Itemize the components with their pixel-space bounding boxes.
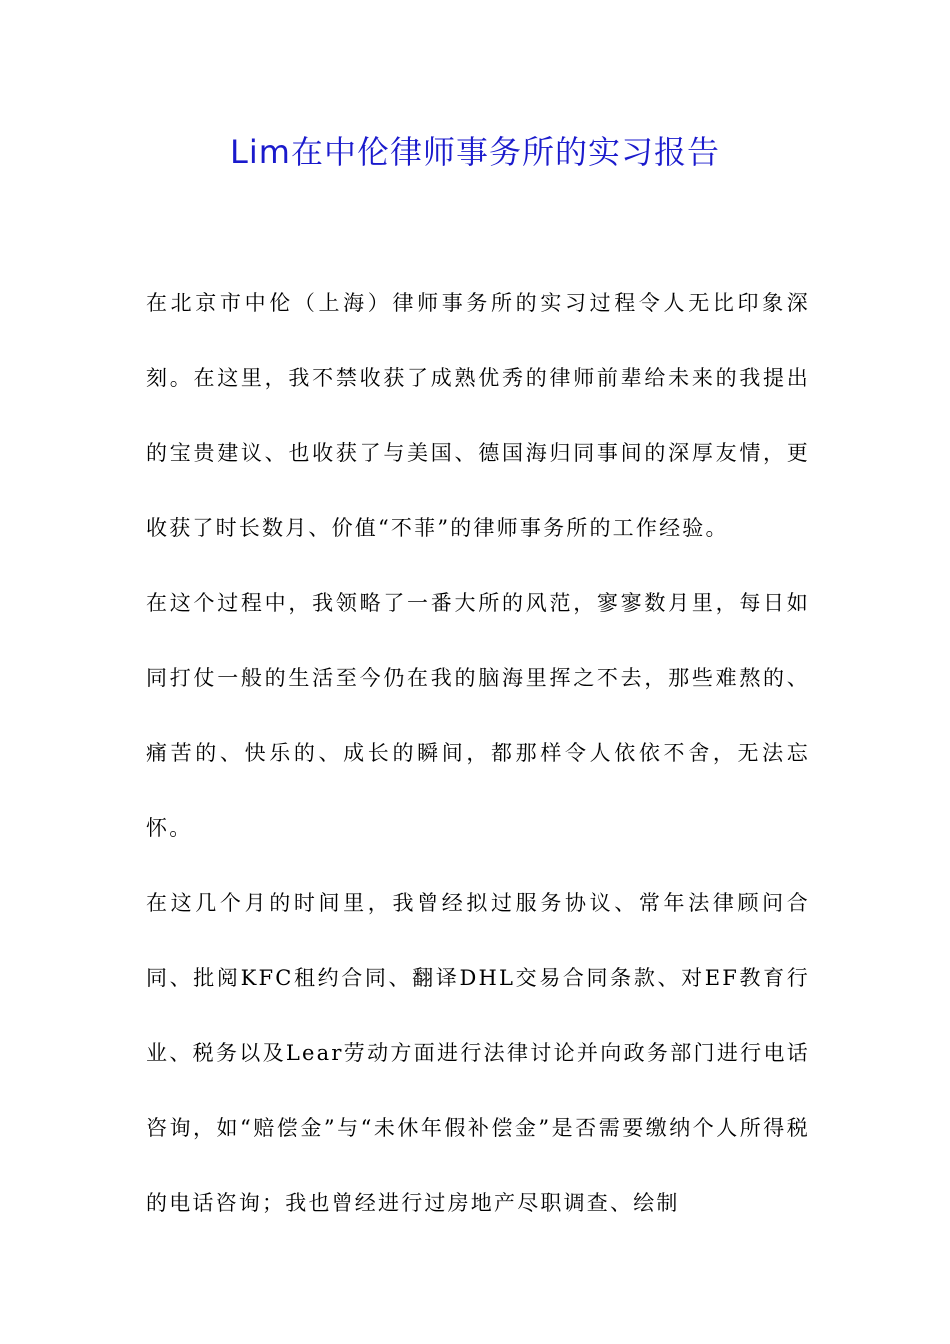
document-body — [146, 266, 810, 1241]
paragraph-3: 在这几个月的时间里，我曾经拟过服务协议、常年法律顾问合同、批阅KFC租约合同、翻译DHL交易合同条款、对EF教育行业、税务以及Lear劳动方面进行法律讨论并向政务部门进行电话咨询，如“赔偿金”与“未休年假补偿金”是否需要缴纳个人所得税的电话咨询；我也曾经进行过房地产尽职调查、绘制 — [146, 891, 810, 1215]
document-title: Lim在中伦律师事务所的实习报告 — [230, 133, 720, 171]
paragraph-1: 在北京市中伦（上海）律师事务所的实习过程令人无比印象深刻。在这里，我不禁收获了成熟优秀的律师前辈给未来的我提出的宝贵建议、也收获了与美国、德国海归同事间的深厚友情，更收获了时长数月、价值“不菲”的律师事务所的工作经验。 — [146, 291, 810, 540]
paragraph-2: 在这个过程中，我领略了一番大所的风范，寥寥数月里，每日如同打仗一般的生活至今仍在我的脑海里挥之不去，那些难熬的、痛苦的、快乐的、成长的瞬间，都那样令人依依不舍，无法忘怀。 — [146, 591, 810, 840]
